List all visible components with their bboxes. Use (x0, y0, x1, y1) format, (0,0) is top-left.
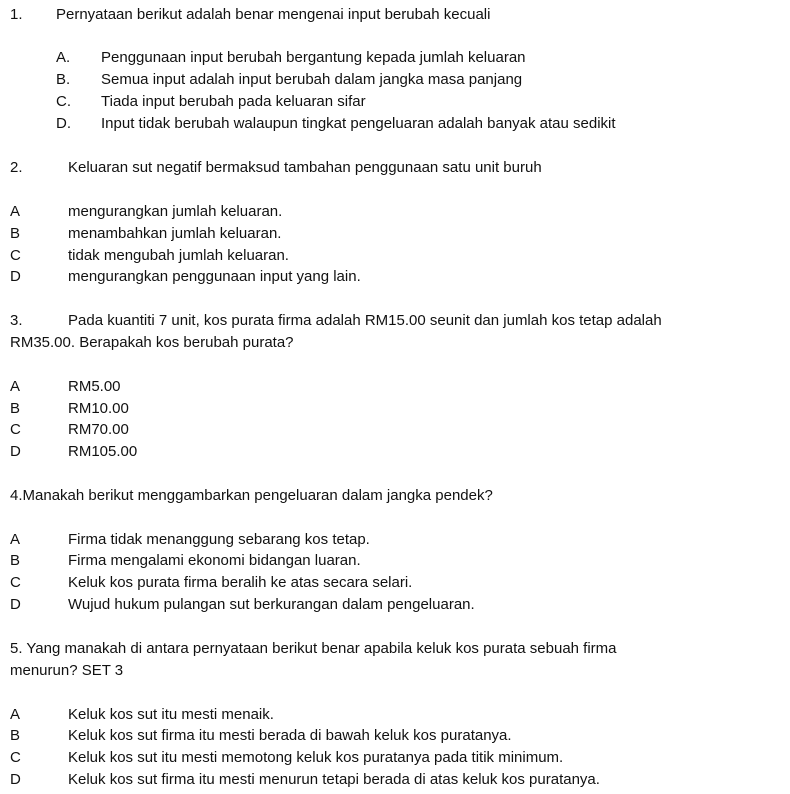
option-letter: A (10, 531, 21, 548)
option-text: mengurangkan penggunaan input yang lain. (68, 268, 361, 285)
option-text: Tiada input berubah pada keluaran sifar (101, 93, 366, 110)
option-text: Semua input adalah input berubah dalam jangka masa panjang (101, 71, 523, 88)
option-letter: D (10, 268, 21, 285)
question-stem: 4.Manakah berikut menggambarkan pengeluaran dalam jangka pendek? (10, 487, 493, 504)
option-text: RM10.00 (68, 400, 129, 417)
option-letter: B (10, 400, 21, 417)
option-text: Keluk kos sut firma itu mesti berada di bawah keluk kos puratanya. (68, 727, 512, 744)
option-letter: C. (56, 93, 71, 110)
option-letter: D. (56, 115, 71, 132)
option-text: menambahkan jumlah keluaran. (68, 225, 282, 242)
question-stem: Pernyataan berikut adalah benar mengenai input berubah kecuali (56, 6, 491, 23)
option-letter: B (10, 727, 21, 744)
question-stem: Pada kuantiti 7 unit, kos purata firma adalah RM15.00 seunit dan jumlah kos tetap adalah (68, 312, 662, 329)
option-text: mengurangkan jumlah keluaran. (68, 203, 283, 220)
option-text: Input tidak berubah walaupun tingkat pengeluaran adalah banyak atau sedikit (101, 115, 616, 132)
question-stem-continued: menurun? SET 3 (10, 662, 124, 679)
option-letter: A (10, 203, 21, 220)
question-number: 3. (10, 312, 23, 329)
option-letter: D (10, 443, 21, 460)
option-letter: D (10, 771, 21, 788)
option-letter: C (10, 421, 21, 438)
option-letter: A (10, 378, 21, 395)
option-text: Keluk kos sut firma itu mesti menurun tetapi berada di atas keluk kos puratanya. (68, 771, 600, 788)
option-letter: B (10, 225, 21, 242)
option-text: Penggunaan input berubah bergantung kepada jumlah keluaran (101, 49, 526, 66)
option-letter: C (10, 574, 21, 591)
option-text: RM105.00 (68, 443, 138, 460)
option-text: Keluk kos sut itu mesti menaik. (68, 706, 274, 723)
option-letter: C (10, 247, 21, 264)
option-text: RM70.00 (68, 421, 129, 438)
option-letter: B. (56, 71, 71, 88)
option-text: tidak mengubah jumlah keluaran. (68, 247, 289, 264)
option-text: Keluk kos sut itu mesti memotong keluk kos puratanya pada titik minimum. (68, 749, 564, 766)
question-number: 2. (10, 159, 23, 176)
question-stem: Keluaran sut negatif bermaksud tambahan penggunaan satu unit buruh (68, 159, 542, 176)
question-stem-continued: RM35.00. Berapakah kos berubah purata? (10, 334, 294, 351)
question-stem: 5. Yang manakah di antara pernyataan berikut benar apabila keluk kos purata sebuah firma (10, 640, 617, 657)
option-letter: B (10, 552, 21, 569)
option-letter: A (10, 706, 21, 723)
option-text: RM5.00 (68, 378, 121, 395)
option-letter: C (10, 749, 21, 766)
option-letter: D (10, 596, 21, 613)
option-letter: A. (56, 49, 71, 66)
option-text: Firma mengalami ekonomi bidangan luaran. (68, 552, 361, 569)
option-text: Wujud hukum pulangan sut berkurangan dalam pengeluaran. (68, 596, 475, 613)
option-text: Firma tidak menanggung sebarang kos tetap. (68, 531, 370, 548)
question-number: 1. (10, 6, 23, 23)
option-text: Keluk kos purata firma beralih ke atas secara selari. (68, 574, 413, 591)
